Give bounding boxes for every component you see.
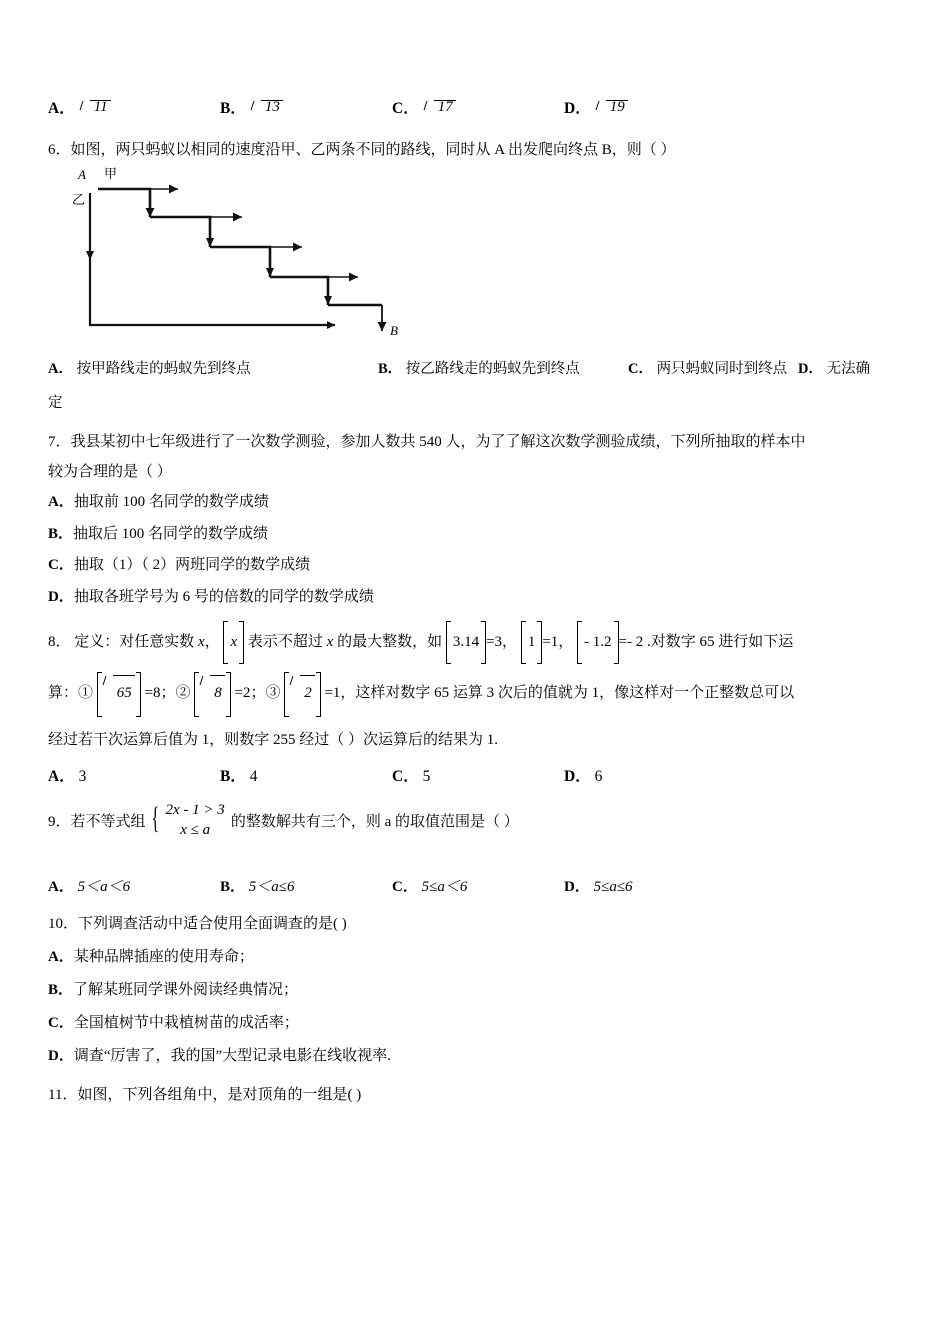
option-c <box>392 96 564 118</box>
q7-option-c-text: 抽取（1）（ 2）两班同学的数学成绩 <box>73 557 311 574</box>
q8-option-b-text: 4 <box>249 768 258 786</box>
q9-option-c-text: 5≤a＜6 <box>421 878 468 895</box>
q8-option-d-label: D． <box>564 768 591 786</box>
q8-text-2: 表示不超过 <box>247 634 323 651</box>
q8-eq-65: =8；② <box>144 685 191 702</box>
inequality-line-2: x ≤ a <box>180 822 211 839</box>
q6-option-b-text: 按乙路线走的蚂蚁先到终点 <box>405 361 580 377</box>
inequality-system <box>152 800 225 841</box>
q8-bracket-1: 1 <box>521 623 543 662</box>
inequality-line-1: 2x - 1 > 3 <box>165 802 225 819</box>
q9-stem-a: 若不等式组 <box>70 813 146 830</box>
question-8-number: 8． <box>48 634 71 651</box>
question-7 <box>48 427 902 487</box>
q8-line3: 经过若干次运算后值为 1，则数字 255 经过（ ）次运算后的结果为 1. <box>48 732 499 749</box>
question-6-options <box>48 356 902 384</box>
question-10-number: 10． <box>48 915 79 932</box>
ant-path-figure <box>60 165 460 350</box>
option-b-label: B． <box>220 100 246 117</box>
q8-eq-neg12: =- 2 <box>618 634 644 651</box>
q9-option-b-label: B． <box>220 878 246 895</box>
q9-option-c-label: C． <box>392 878 418 895</box>
question-11 <box>48 1083 902 1104</box>
q10-option-d-text: 调查“厉害了，我的国”大型记录电影在线收视率. <box>73 1047 391 1064</box>
q9-option-d-label: D． <box>564 878 590 895</box>
option-d-label: D． <box>564 100 591 117</box>
q8-var-x: x <box>198 634 205 651</box>
option-a <box>48 96 220 118</box>
q8-text-3: 的最大整数，如 <box>337 634 443 651</box>
q7-option-a-label: A． <box>48 494 74 511</box>
q8-bracket-root8: 8 <box>194 674 231 715</box>
question-9-options <box>48 875 902 896</box>
sqrt-expression-b: 13 <box>252 99 282 116</box>
question-10 <box>48 908 902 1073</box>
q7-option-b-text: 抽取后 100 名同学的数学成绩 <box>73 525 269 542</box>
q10-option-b-text: 了解某班同学课外阅读经典情况； <box>73 981 299 998</box>
q6-option-d-text: 无法确 <box>826 361 871 377</box>
figure-label-jia: 甲 <box>104 166 118 181</box>
q8-bracket-314: 3.14 <box>446 623 486 662</box>
q8-option-d-text: 6 <box>594 768 603 786</box>
q6-option-c-label: C． <box>628 361 653 377</box>
q10-option-b-label: B． <box>48 981 74 998</box>
question-7-options <box>48 487 902 613</box>
q10-option-a-label: A． <box>48 948 74 965</box>
option-b <box>220 96 392 118</box>
figure-label-B: B <box>390 323 398 338</box>
q10-option-d-label: D． <box>48 1047 74 1064</box>
q8-text-1: 定义：对任意实数 <box>74 634 195 651</box>
option-d <box>564 96 627 118</box>
q8-option-c-text: 5 <box>422 768 431 786</box>
q8-option-a-text: 3 <box>78 768 87 786</box>
q8-bracket-x: x <box>223 623 244 662</box>
q8-option-b-label: B． <box>220 768 246 786</box>
q5-options-row <box>48 96 902 118</box>
q8-option-a-label: A． <box>48 768 75 786</box>
q8-eq-2: =1，这样对数字 65 运算 3 次后的值就为 1，像这样对一个正整数总可以 <box>324 685 795 702</box>
q8-text-4: .对数字 65 进行如下运 <box>647 634 794 651</box>
q7-option-c-label: C． <box>48 557 74 574</box>
question-11-stem: 如图，下列各组角中，是对顶角的一组是( ) <box>77 1086 362 1103</box>
q8-bracket-root2: 2 <box>284 674 321 715</box>
question-8: 8． 定义：对任意实数 x， x 表示不超过 x 的最大整数，如 3.14 =3， 1 =1， - 1.2 =- 2 .对数字 65 进行如下运 算：① 65 =8；② 8 =2；③ 2 =1，这样对数字 65 运算 3 次后的值就为 1，像这样对一个正整数总可以 经过若干次运算后值为 1，则数字 255 经过（ ）次运算后的结果为 1. <box>48 623 902 760</box>
q6-option-c-text: 两只蚂蚁同时到终点 <box>656 361 788 377</box>
sqrt-expression-d: 19 <box>597 99 627 116</box>
figure-label-yi: 乙 <box>72 192 86 207</box>
q6-option-d-label: D． <box>798 361 823 377</box>
q9-option-b-text: 5＜a≤6 <box>248 878 295 895</box>
q10-option-c-label: C． <box>48 1014 74 1031</box>
q7-option-a-text: 抽取前 100 名同学的数学成绩 <box>73 494 269 511</box>
q7-option-d-label: D． <box>48 588 74 605</box>
q9-option-a-label: A． <box>48 878 74 895</box>
q6-option-a-text: 按甲路线走的蚂蚁先到终点 <box>76 361 251 377</box>
q9-option-d-text: 5≤a≤6 <box>593 878 633 895</box>
question-8-options <box>48 764 902 786</box>
q8-option-c-label: C． <box>392 768 419 786</box>
q8-eq-1: =1， <box>542 634 574 651</box>
question-7-number: 7． <box>48 434 71 451</box>
question-6-stem: 如图，两只蚂蚁以相同的速度沿甲、乙两条不同的路线，同时从 A 出发爬向终点 B，则（ ） <box>70 142 676 158</box>
option-c-label: C． <box>392 100 419 117</box>
question-7-stem-line1: 我县某初中七年级进行了一次数学测验，参加人数共 540 人，为了了解这次数学测验成绩，下列所抽取的样本中 <box>70 434 806 451</box>
q8-eq-8: =2；③ <box>234 685 281 702</box>
question-6 <box>48 138 902 159</box>
q6-option-d-wrap: 定 <box>48 394 63 411</box>
q6-option-a-label: A． <box>48 361 73 377</box>
q6-option-b-label: B． <box>378 361 403 377</box>
option-a-label: A． <box>48 100 75 117</box>
question-10-stem: 下列调查活动中适合使用全面调查的是( ) <box>78 915 347 932</box>
q10-option-c-text: 全国植树节中栽植树苗的成活率； <box>73 1014 299 1031</box>
q9-stem-b: 的整数解共有三个，则 a 的取值范围是（ ） <box>230 813 519 830</box>
sqrt-expression-a: 11 <box>81 99 110 116</box>
q10-option-a-text: 某种品牌插座的使用寿命； <box>73 948 254 965</box>
question-11-number: 11． <box>48 1086 78 1103</box>
sqrt-expression-c: 17 <box>425 99 455 116</box>
q8-bracket-neg12: - 1.2 <box>577 623 619 662</box>
q8-line2-a: 算：① <box>48 685 94 702</box>
q9-option-a-text: 5＜a＜6 <box>77 878 131 895</box>
q8-eq-314: =3， <box>486 634 518 651</box>
ant-path-svg <box>60 165 460 350</box>
figure-label-A: A <box>78 167 86 182</box>
q8-bracket-root65: 65 <box>97 674 141 715</box>
q7-option-b-label: B． <box>48 525 74 542</box>
question-6-number: 6． <box>48 142 71 158</box>
question-9 <box>48 800 902 841</box>
question-9-number: 9． <box>48 813 71 830</box>
q7-option-d-text: 抽取各班学号为 6 号的倍数的同学的数学成绩 <box>73 588 374 605</box>
question-7-stem-line2: 较为合理的是（ ） <box>48 464 172 481</box>
